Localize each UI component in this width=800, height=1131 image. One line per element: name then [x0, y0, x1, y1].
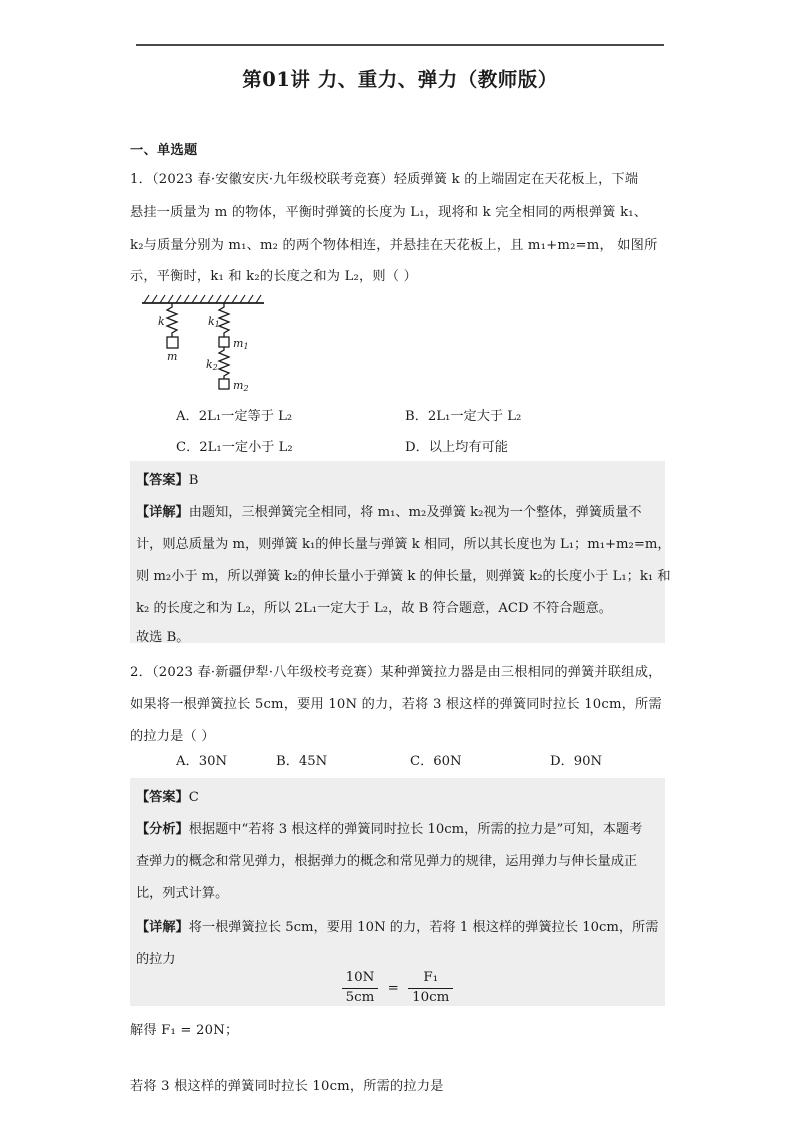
q2-tail-line-2: 若将 3 根这样的弹簧同时拉长 10cm，所需的拉力是	[130, 1079, 444, 1094]
q2-answer-block	[130, 778, 665, 1006]
q2-analysis-line-1	[136, 818, 642, 837]
q1-explain-text-1: 由题知，三根弹簧完全相同，将 m₁、m₂及弹簧 k₂视为一个整体，弹簧质量不	[188, 505, 642, 520]
q1-stem-line-2: 悬挂一质量为 m 的物体，平衡时弹簧的长度为 L₁，现将和 k 完全相同的两根弹簧 k₁、	[130, 205, 648, 220]
q2-analysis-text-1: 根据题中“若将 3 根这样的弹簧同时拉长 10cm，所需的拉力是”可知，本题考	[188, 822, 643, 837]
q2-option-c-text: 60N	[433, 754, 462, 769]
q2-option-d-key: D．	[550, 754, 574, 769]
spring-k2-icon	[219, 347, 229, 379]
q1-option-d-text: 以上均有可能	[428, 440, 508, 455]
q2-formula	[130, 970, 665, 1007]
formula-left-numerator: 10N	[342, 970, 379, 989]
section-heading: 一、单选题	[130, 143, 198, 158]
header-rule	[136, 44, 664, 46]
label-m1: m1	[233, 337, 249, 351]
q1-explain-line-4: k₂ 的长度之和为 L₂，所以 2L₁一定大于 L₂，故 B 符合题意，ACD 不符合题意。	[136, 601, 612, 616]
q2-answer-label: 【答案】	[136, 790, 189, 805]
q2-option-a-text: 30N	[198, 754, 228, 769]
label-k: k	[158, 315, 165, 328]
formula-left-fraction	[342, 970, 379, 1007]
formula-right-denominator: 10cm	[412, 989, 450, 1005]
q2-explain-line-2: 的拉力	[136, 952, 176, 967]
ceiling-icon	[142, 295, 264, 303]
q1-explain-line-5: 故选 B。	[136, 630, 190, 645]
q1-stem-line-4: 示，平衡时，k₁ 和 k₂的长度之和为 L₂，则（ ）	[130, 269, 417, 284]
q1-option-c[interactable]	[176, 436, 293, 455]
q2-analysis-label: 【分析】	[136, 822, 189, 837]
q2-stem-line-1: 2．（2023 春·新疆伊犁·八年级校考竞赛）某种弹簧拉力器是由三根相同的弹簧并联组成，	[130, 665, 662, 680]
q1-answer-block	[130, 461, 671, 645]
q2-option-c-key: C．	[410, 754, 434, 769]
q2-option-b-text: 45N	[298, 754, 328, 769]
q1-option-b[interactable]	[405, 405, 521, 424]
mass-m1-block	[219, 337, 229, 347]
formula-right-numerator: F₁	[408, 970, 453, 989]
q1-option-b-text: 2L₁一定大于 L₂	[427, 409, 522, 424]
page-title: 第01讲 力、重力、弹力（教师版）	[242, 68, 558, 91]
q2-explain-line-1	[136, 916, 658, 935]
spring-k-icon	[167, 303, 177, 337]
q2-explain-label: 【详解】	[136, 920, 189, 935]
q1-answer-line	[136, 469, 198, 488]
q1-explain-line-3: 则 m₂小于 m，所以弹簧 k₂的伸长量小于弹簧 k 的伸长量，则弹簧 k₂的长度小于 L₁；k₁ 和	[136, 569, 671, 584]
formula-right-fraction	[408, 970, 453, 1007]
q2-option-b[interactable]	[276, 750, 327, 769]
q2-analysis-line-3: 比，列式计算。	[136, 886, 229, 901]
q2-option-c[interactable]	[410, 750, 462, 769]
formula-equals: =	[387, 980, 399, 996]
mass-m2-block	[219, 379, 229, 389]
q1-explain-line-2: 计，则总质量为 m，则弹簧 k₁的伸长量与弹簧 k 相同，所以其长度也为 L₁；m₁+m₂=m，	[136, 537, 671, 552]
q2-tail-line-1: 解得 F₁ = 20N；	[130, 1023, 239, 1038]
q1-option-a-text: 2L₁一定等于 L₂	[198, 409, 293, 424]
q1-option-d-key: D．	[405, 440, 429, 455]
spring-mass-diagram	[140, 292, 285, 392]
q1-stem-line-3: k₂与质量分别为 m₁、m₂ 的两个物体相连，并悬挂在天花板上，且 m₁+m₂=m， 如图所	[130, 238, 658, 253]
q1-option-b-key: B．	[405, 409, 428, 424]
q2-option-d-text: 90N	[573, 754, 603, 769]
q2-explain-text-1: 将一根弹簧拉长 5cm，要用 10N 的力，若将 1 根这样的弹簧拉长 10cm，所需	[188, 920, 659, 935]
q1-explain-line-1	[136, 501, 642, 520]
q1-explain-label: 【详解】	[136, 505, 189, 520]
q2-analysis-line-2: 查弹力的概念和常见弹力，根据弹力的概念和常见弹力的规律，运用弹力与伸长量成正	[136, 854, 638, 869]
q1-option-d[interactable]	[405, 436, 508, 455]
q2-option-d[interactable]	[550, 750, 602, 769]
q1-option-c-text: 2L₁一定小于 L₂	[199, 440, 293, 455]
q1-answer-value: B	[188, 473, 199, 488]
q1-option-c-key: C．	[176, 440, 200, 455]
q1-option-a[interactable]	[176, 405, 292, 424]
q2-option-a-key: A．	[176, 754, 199, 769]
formula-left-denominator: 5cm	[345, 989, 375, 1005]
q1-answer-label: 【答案】	[136, 473, 189, 488]
label-k2: k2	[206, 358, 218, 372]
q1-stem-line-1: 1．（2023 春·安徽安庆·九年级校联考竞赛）轻质弹簧 k 的上端固定在天花板上，下端	[130, 172, 639, 187]
mass-m-block	[167, 337, 178, 348]
label-m2: m2	[233, 379, 249, 392]
q2-stem-line-3: 的拉力是（ ）	[130, 729, 215, 744]
q2-option-b-key: B．	[276, 754, 299, 769]
q2-stem-line-2: 如果将一根弹簧拉长 5cm，要用 10N 的力，若将 3 根这样的弹簧同时拉长 10cm，所需	[130, 697, 662, 712]
label-m: m	[167, 350, 178, 363]
spring-k1-icon	[219, 303, 229, 337]
q2-option-a[interactable]	[176, 750, 227, 769]
label-k1: k1	[208, 315, 220, 329]
q2-answer-line	[136, 786, 199, 805]
q1-option-a-key: A．	[176, 409, 199, 424]
q2-answer-value: C	[188, 790, 199, 805]
